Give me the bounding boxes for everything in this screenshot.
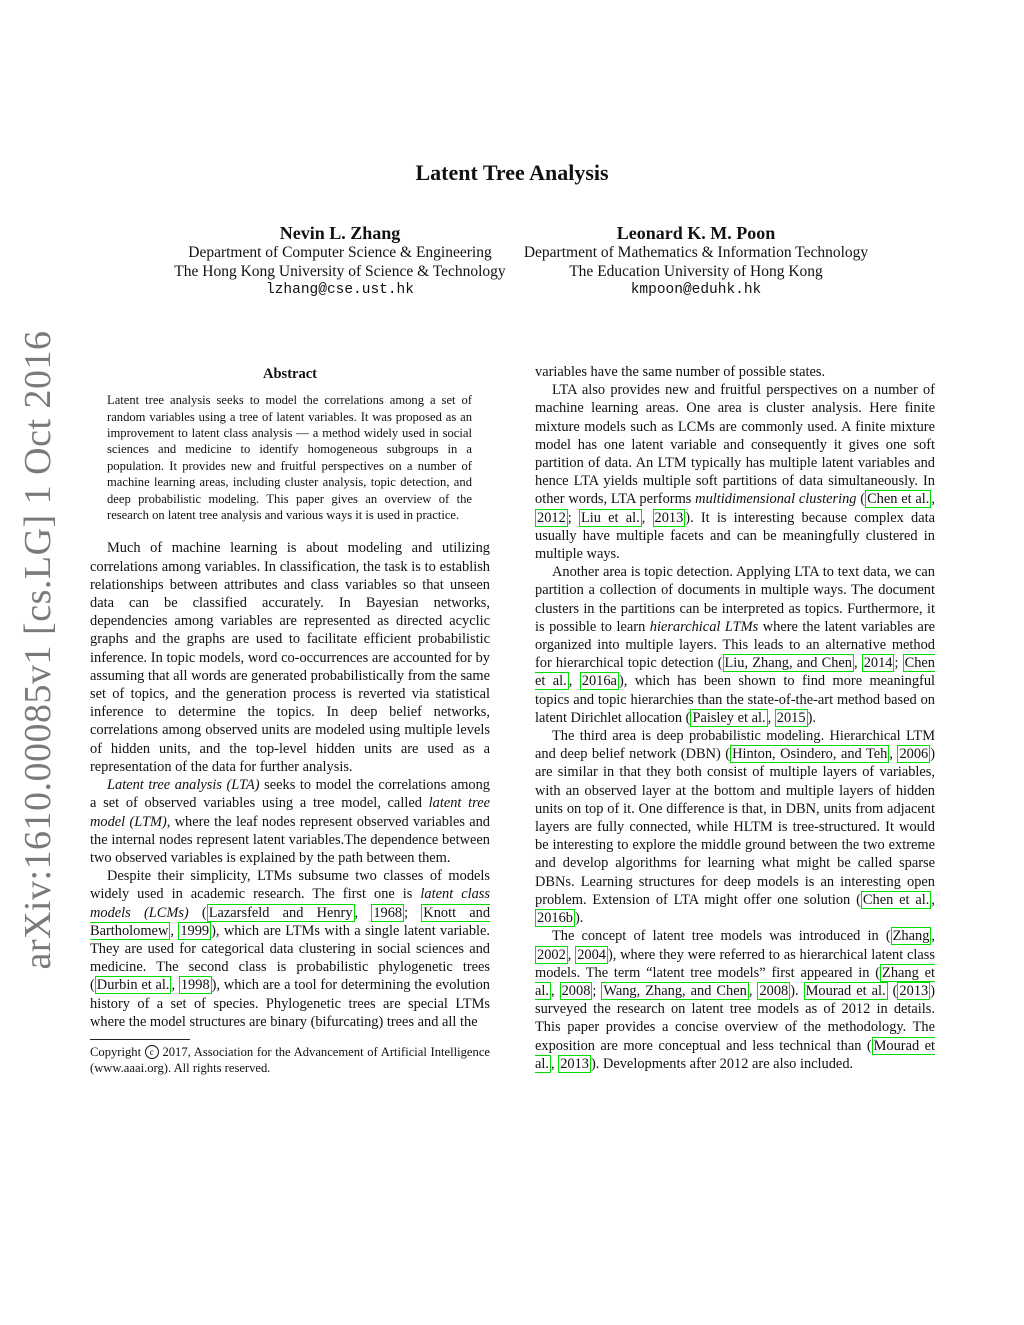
paragraph-lta: Latent tree analysis (LTA) seeks to model the correlations among a set of observed variables using a tree model, called latent tree model (LTM), where the leaf nodes represent observed variables and the internal nodes represent latent variables.The dependence between two observed variables is explained by the path between them. — [90, 777, 491, 866]
author-name: Nevin L. Zhang — [279, 223, 401, 243]
footnote-divider — [90, 1039, 190, 1040]
citation-link[interactable]: 2016b — [537, 910, 573, 927]
citation-link[interactable]: 2015 — [776, 709, 806, 726]
copyright-footnote: Copyright c 2017, Association for the Advancement of Artificial Intelligence (www.aaai.org). All rights reserved. — [90, 1044, 490, 1076]
paragraph-clustering: LTA also provides new and fruitful perspectives on a number of machine learning areas. One area is cluster analysis. Here finite mixture models such as LCMs are commonly used. A finite mixture model has one latent variable and consequently it gives one soft partition of data. An LTM typically has multiple latent variables and hence LTA yields multiple soft partitions of data simultaneously. In other words, LTA performs multidimensional clustering ( Chen et al. , 2012 ; Liu et al. , 2013 ). It is interesting because complex data usually have multiple facets and can be meaningfully clustered in multiple ways. — [535, 382, 936, 563]
term-lta: Latent tree analysis (LTA) — [107, 777, 260, 794]
citation-link[interactable]: 2008 — [759, 982, 789, 999]
paragraph-deep-modeling: The third area is deep probabilistic modeling. Hierarchical LTM and deep belief network (DBN) ( Hinton, Osindero, and Teh , 2006 ) are similar in that they both consist of multiple layers of variables, with an observed layer at the bottom and multiple layers of hidden units on top of it. One difference is that, in DBN, units from adjacent layers are fully connected, while HLTM is tree-structured. It would be interesting to explore the middle ground between the two extreme and develop algorithms for learning what might be called sparse DBNs. Learning structures for deep models is an interesting open problem. Extension of LTA might offer one solution ( Chen et al. , 2016b ). — [535, 728, 936, 927]
citation-link[interactable]: Knott and Bartholomew — [90, 904, 491, 939]
citation-link[interactable]: 2004 — [577, 946, 606, 963]
citation-link[interactable]: 2013 — [560, 1055, 589, 1072]
citation-link[interactable]: 2006 — [899, 746, 929, 763]
citation-link[interactable]: 2014 — [863, 655, 893, 672]
term-hierarchical-ltms: hierarchical LTMs — [649, 618, 759, 635]
citation-link[interactable]: Chen et al. — [867, 491, 930, 508]
author-department: Department of Computer Science & Engineering — [188, 244, 492, 261]
abstract-heading: Abstract — [263, 366, 317, 382]
term-multidimensional-clustering: multidimensional clustering — [695, 491, 857, 508]
term-lcm: latent class models (LCMs) — [90, 886, 490, 921]
paragraph-history: The concept of latent tree models was introduced in ( Zhang , 2002 , 2004 ), where they were referred to as hierarchical latent class models. The term “latent tree models” first appeared in ( Zhang et al. , 2008 ; Wang, Zhang, and Chen , 2008 ). Mourad et al. ( 2013 ) surveyed the research on latent tree models as of 2012 in details. This paper provides a concise overview of the methodology. The exposition are more conceptual and less technical than ( Mourad et al. , 2013 ). Developments after 2012 are also included. — [535, 928, 936, 1072]
citation-link[interactable]: 2002 — [537, 946, 566, 963]
citation-link[interactable]: 2016a — [581, 673, 617, 690]
citation-link[interactable]: 1968 — [373, 904, 403, 921]
citation-link[interactable]: Zhang et al. — [535, 964, 936, 999]
abstract-text: Latent tree analysis seeks to model the correlations among a set of random variables using a tree of latent variables. It was proposed as an improvement to latent class analysis — a method widely used in social sciences and medicine to identify homogeneous subgroups in a population. It provides new and fruitful perspectives on a number of machine learning areas, including cluster analysis, topic detection, and deep probabilistic modeling. This paper gives an overview of the research on latent tree analysis and various ways it is used in practice. — [107, 393, 472, 523]
citation-link[interactable]: 2008 — [561, 982, 591, 999]
citation-link[interactable]: Chen et al. — [535, 655, 935, 690]
paragraph-subsume: Despite their simplicity, LTMs subsume two classes of models widely used in academic research. The first one is latent class models (LCMs) ( Lazarsfeld and Henry , 1968 ; Knott and Bartholomew , 1999 ), which are LTMs with a single latent variable. They are used for categorical data clustering in social sciences and medicine. The second class is probabilistic phylogenetic trees ( Durbin et al. , 1998 ), which are a tool for determining the evolution history of a set of species. Phylogenetic trees are special LTMs where the model structures are binary (bifurcating) trees and all the — [90, 868, 491, 1030]
paragraph-intro: Much of machine learning is about modeling and utilizing correlations among variables. In classification, the task is to establish relationships between attributes and class variables so that unseen data can be classified accurately. In Bayesian networks, dependencies among variables are represented as directed acyclic graphs and the graphs are used to facilitate efficient probabilistic inference. In topic models, word co-occurrences are accounted for by assuming that all words are generated probabilistically from the same set of topics, and the generation process is reverted via statistical inference to determine the topics. In deep belief networks, correlations among observed units are modeled using multiple levels of hidden units, and the top-level hidden units are used as a representation of the data for further analysis. — [90, 540, 491, 775]
citation-link[interactable]: Lazarsfeld and Henry — [208, 904, 353, 921]
paragraph-continued: variables have the same number of possible states. — [535, 364, 826, 380]
author-institution: The Education University of Hong Kong — [569, 262, 823, 280]
citation-link[interactable]: Wang, Zhang, and Chen — [603, 982, 747, 999]
citation-link[interactable]: Mourad et al. — [535, 1037, 935, 1072]
citation-link[interactable]: 2013 — [654, 509, 684, 526]
citation-link[interactable]: Mourad et al. — [805, 982, 886, 999]
citation-link[interactable]: Liu, Zhang, and Chen — [724, 655, 852, 672]
author-email: kmpoon@eduhk.hk — [630, 282, 762, 298]
citation-link[interactable]: Liu et al. — [580, 509, 640, 526]
citation-link[interactable]: 2013 — [899, 982, 929, 999]
author-block-1 — [130, 222, 550, 300]
paragraph-topic-detection: Another area is topic detection. Applying LTA to text data, we can partition a collection of documents in multiple ways. The document clusters in the partitions can be interpreted as topics. Furthermore, it is possible to learn hierarchical LTMs where the latent variables are organized into multiple layers. This leads to an alternative method for hierarchical topic detection ( Liu, Zhang, and Chen , 2014 ; Chen et al. , 2016a ), which has been shown to find more meaningful topics and topic hierarchies than the state-of-the-art method based on latent Dirichlet allocation ( Paisley et al. , 2015 ). — [535, 564, 936, 726]
copyright-icon: c — [145, 1045, 159, 1059]
citation-link[interactable]: 1998 — [180, 977, 210, 994]
arxiv-identifier: arXiv:1610.00085v1 [cs.LG] 1 Oct 2016 — [17, 330, 59, 970]
citation-link[interactable]: Durbin et al. — [96, 977, 170, 994]
term-ltm: latent tree model (LTM) — [90, 795, 490, 830]
author-institution: The Hong Kong University of Science & Technology — [174, 262, 506, 280]
citation-link[interactable]: Zhang — [892, 928, 930, 945]
author-block-2 — [496, 222, 896, 300]
citation-link[interactable]: Chen et al. — [862, 891, 930, 908]
citation-link[interactable]: Paisley et al. — [692, 709, 766, 726]
author-email: lzhang@cse.ust.hk — [266, 282, 414, 298]
left-column — [90, 363, 490, 1077]
citation-link[interactable]: 2012 — [537, 509, 566, 526]
paper-title: Latent Tree Analysis — [415, 160, 609, 185]
author-name: Leonard K. M. Poon — [616, 223, 776, 243]
author-department: Department of Mathematics & Information Technology — [523, 244, 869, 261]
citation-link[interactable]: 1999 — [180, 922, 210, 939]
right-column — [535, 363, 935, 1073]
citation-link[interactable]: Hinton, Osindero, and Teh — [732, 746, 888, 763]
